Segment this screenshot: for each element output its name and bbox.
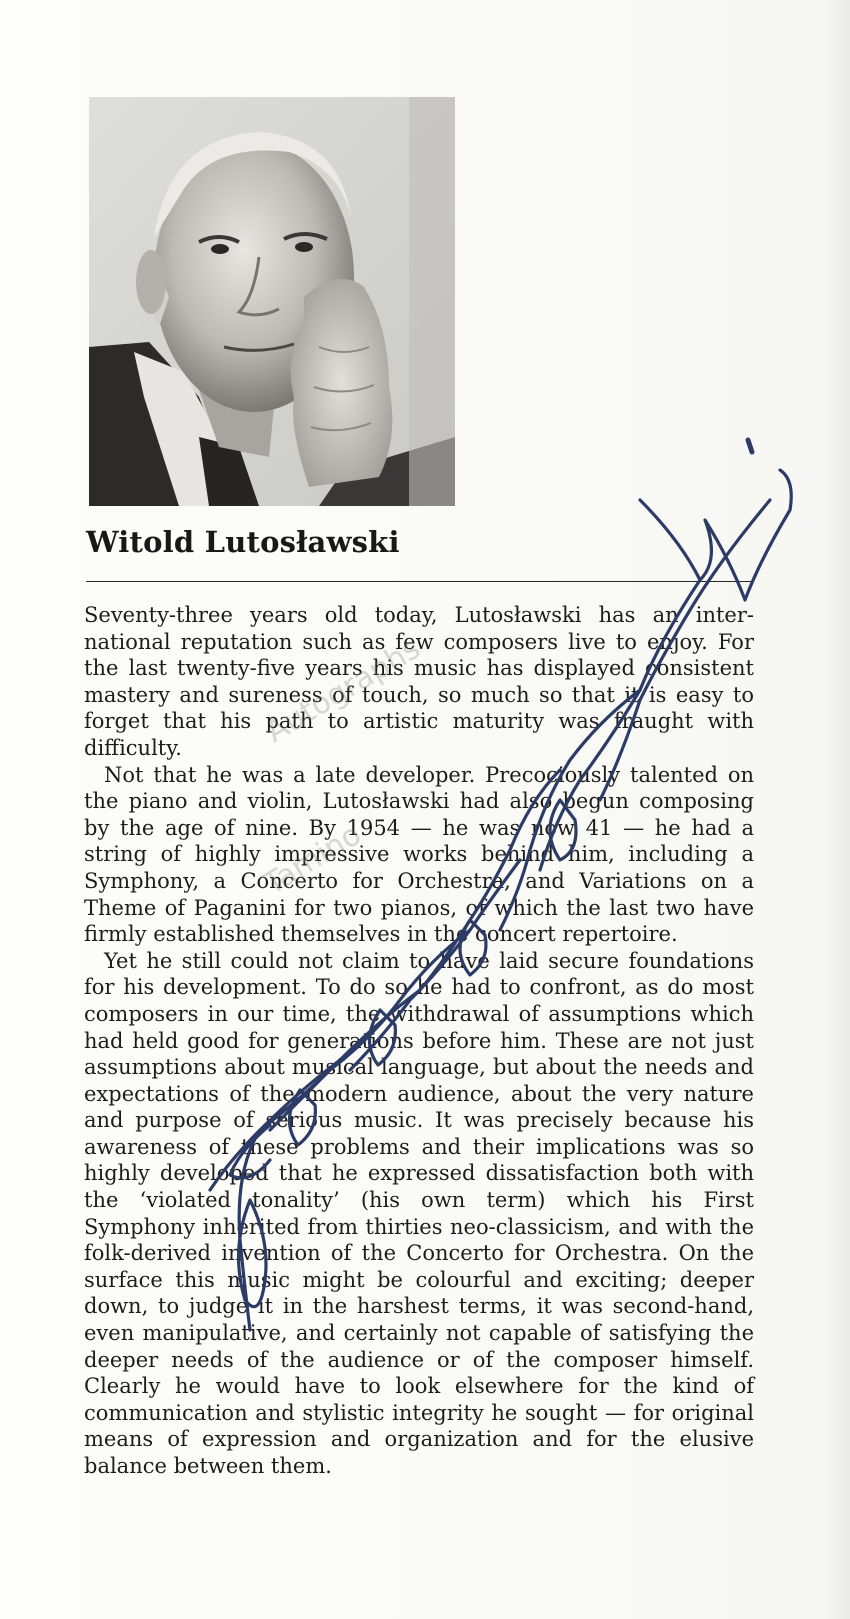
watermark-text: Autographs xyxy=(260,630,427,751)
title-divider xyxy=(86,581,754,582)
biography-text xyxy=(84,602,754,1480)
composer-portrait xyxy=(89,97,455,506)
watermark-text: Tamino xyxy=(258,817,368,903)
biography-paragraph: Yet he still could not claim to have laid secure foundations for his development. To do so he had to confront, as do most composers in our time, the withdrawal of assumptions which had held good for generations before him. These are not just assumptions about musical language, but about the needs and expectations of the modern audience, about the very nature and purpose of serious music. It was precisely because his awareness of these problems and their implications was so highly developed that he expressed dissatisfaction both with the ‘violated tonality’ (his own term) which his First Symphony inherited from thirties neo-classicism, and with the folk-derived invention of the Concerto for Orchestra. On the surface this music might be colourful and exciting; deeper down, to judge it in the harshest terms, it was second-hand, even manipulative, and certainly not capable of satisfying the deeper needs of the audience or of the composer himself. Clearly he would have to look elsewhere for the kind of communication and stylistic integrity he sought — for original means of expression and organization and for the elusive balance between them. xyxy=(84,948,754,1478)
page-edge-shadow xyxy=(824,0,850,1619)
biography-paragraph: Seventy-three years old today, Lutosławski has an international reputation such as few composers live to enjoy. For the last twenty-five years his music has displayed consistent mastery and sureness of touch, so much so that it is easy to forget that his path to artistic maturity was fraught with difficulty. xyxy=(84,603,754,760)
composer-name: Witold Lutosławski xyxy=(86,525,400,559)
portrait-photo-icon xyxy=(89,97,455,506)
biography-paragraph: Not that he was a late developer. Precociously talented on the piano and violin, Lutosławski had also begun composing by the age of nine. By 1954 — he was now 41 — he had a string of highly impressive works behind him, including a Symphony, a Concerto for Orchestra, and Variations on a Theme of Paganini for two pianos, of which the last two have firmly established themselves in the concert repertoire. xyxy=(84,762,754,947)
